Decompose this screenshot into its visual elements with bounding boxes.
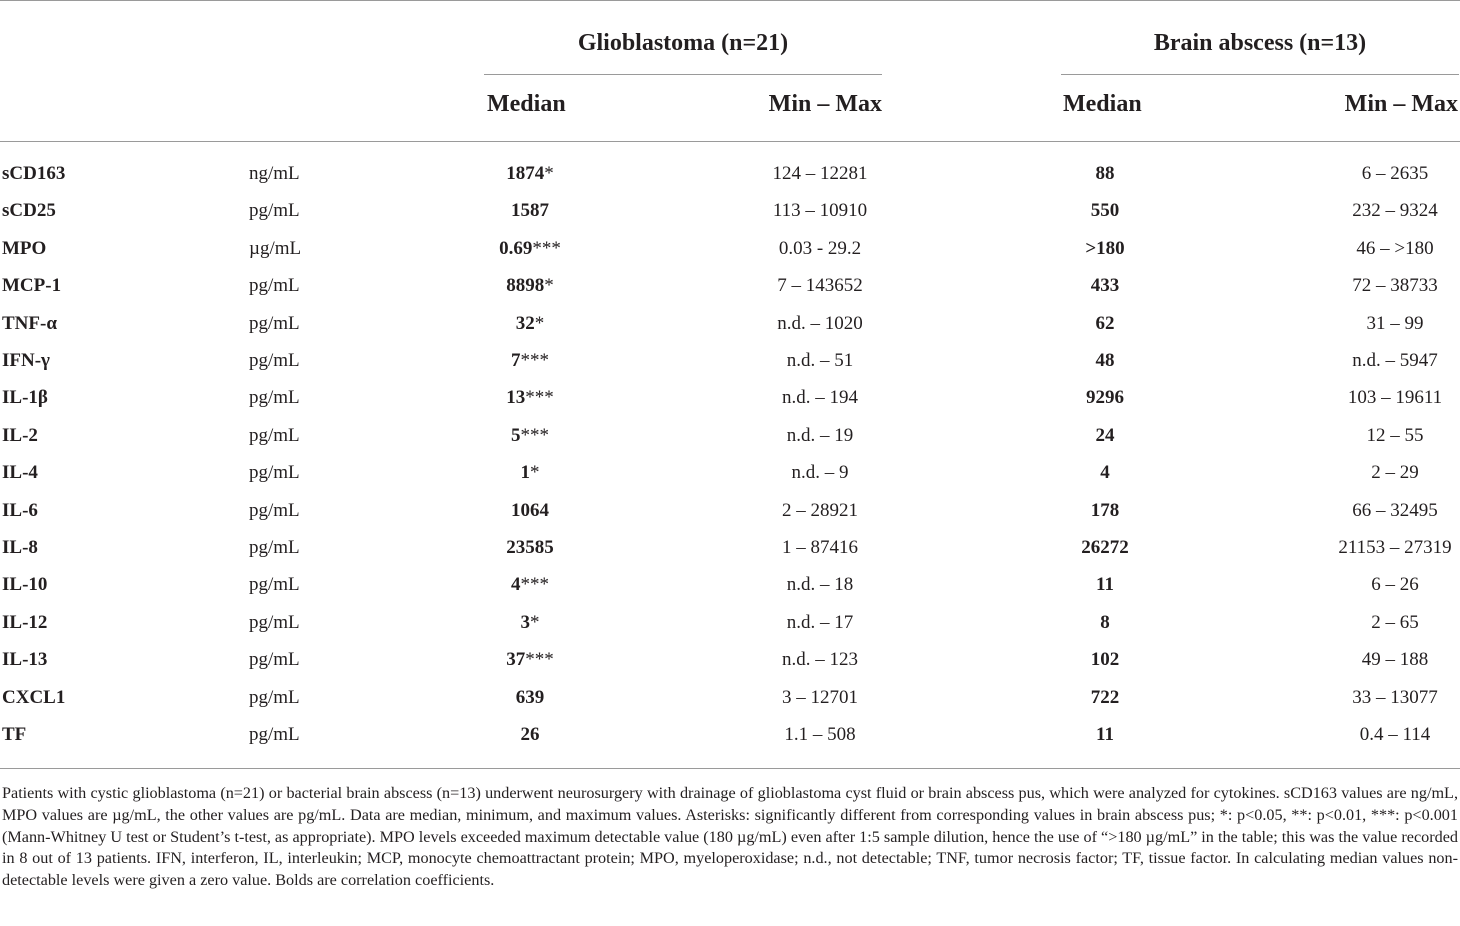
abscess-median: 4	[1100, 462, 1110, 484]
analyte-unit: pg/mL	[249, 275, 300, 297]
table-bottom-rule	[0, 768, 1460, 769]
abscess-median: 62	[1095, 312, 1115, 334]
analyte-name: IL-12	[2, 611, 48, 633]
col-header-abscess-range: Min – Max	[1344, 91, 1458, 117]
table-row	[0, 238, 1460, 275]
abscess-median: 8	[1100, 611, 1110, 633]
analyte-name: TNF-α	[2, 312, 57, 334]
glio-median-cell	[470, 500, 590, 522]
abscess-range: 6 – 2635	[1361, 163, 1429, 184]
glio-range: 1.1 – 508	[784, 724, 856, 745]
analyte-name: IL-8	[2, 537, 38, 558]
glio-median-cell	[470, 313, 590, 335]
analyte-unit: ng/mL	[249, 163, 300, 184]
glio-median-value: 32	[515, 312, 535, 334]
table-row	[0, 537, 1460, 574]
table-top-rule	[0, 0, 1460, 1]
glio-median-cell	[470, 612, 590, 634]
glio-range: 1 – 87416	[782, 537, 858, 558]
significance-marker: ***	[525, 649, 554, 671]
glio-median-cell	[470, 649, 590, 671]
header-bottom-rule	[0, 141, 1460, 142]
abscess-median: 102	[1090, 649, 1120, 671]
glio-median-value: 37	[506, 649, 526, 671]
glio-median-cell	[470, 200, 590, 222]
abscess-median: 88	[1095, 163, 1115, 184]
glio-median-value: 0.69	[499, 237, 533, 259]
glio-range: 124 – 12281	[772, 163, 868, 184]
glio-range: 2 – 28921	[782, 499, 858, 521]
analyte-name: MCP-1	[2, 275, 62, 297]
table-row	[0, 387, 1460, 424]
abscess-range: 66 – 32495	[1352, 499, 1438, 521]
analyte-name: IL-1β	[2, 387, 48, 409]
analyte-name: TF	[2, 724, 27, 745]
abscess-range: 2 – 65	[1371, 611, 1419, 633]
table-row	[0, 163, 1460, 200]
abscess-median: 9296	[1086, 387, 1124, 409]
abscess-median: 722	[1090, 686, 1120, 708]
brain-abscess-underline	[1061, 74, 1459, 75]
analyte-name: IL-6	[2, 499, 38, 521]
analyte-unit: pg/mL	[249, 387, 300, 409]
table-row	[0, 649, 1460, 686]
analyte-name: IL-13	[2, 649, 48, 671]
glio-median-value: 1064	[511, 499, 549, 521]
glio-median-value: 26	[520, 724, 540, 745]
abscess-median: >180	[1085, 237, 1125, 259]
glio-median-value: 5	[511, 424, 521, 446]
analyte-unit: pg/mL	[249, 312, 300, 334]
table-row	[0, 350, 1460, 387]
abscess-median: 48	[1095, 350, 1115, 371]
glio-range: n.d. – 9	[791, 462, 849, 484]
significance-marker: ***	[520, 424, 549, 446]
glio-range: n.d. – 18	[786, 574, 854, 596]
abscess-range: 21153 – 27319	[1338, 537, 1452, 558]
abscess-range: 33 – 13077	[1352, 686, 1438, 708]
glio-median-value: 1	[520, 462, 530, 484]
abscess-median: 433	[1090, 275, 1120, 297]
glio-median-value: 639	[515, 686, 545, 708]
glio-median-value: 3	[520, 611, 530, 633]
analyte-unit: pg/mL	[249, 611, 300, 633]
table-row	[0, 500, 1460, 537]
col-header-glio-median: Median	[487, 91, 566, 117]
glio-median-cell	[470, 387, 590, 409]
glio-range: n.d. – 19	[786, 424, 854, 446]
analyte-unit: pg/mL	[249, 499, 300, 521]
col-header-abscess-median: Median	[1063, 91, 1142, 117]
abscess-range: 6 – 26	[1371, 574, 1419, 596]
table-row	[0, 200, 1460, 237]
abscess-median: 26272	[1081, 537, 1129, 558]
abscess-range: n.d. – 5947	[1352, 350, 1438, 371]
abscess-range: 2 – 29	[1371, 462, 1419, 484]
glio-median-value: 7	[511, 350, 521, 371]
glio-range: n.d. – 17	[786, 611, 854, 633]
header-brain-abscess: Brain abscess (n=13)	[1153, 30, 1367, 56]
glio-range: 3 – 12701	[782, 686, 858, 708]
table-row	[0, 724, 1460, 761]
glioblastoma-underline	[484, 74, 882, 75]
analyte-unit: pg/mL	[249, 574, 300, 596]
table-row	[0, 313, 1460, 350]
header-glioblastoma: Glioblastoma (n=21)	[577, 30, 789, 56]
abscess-median: 11	[1096, 724, 1114, 745]
abscess-median: 550	[1090, 200, 1120, 222]
analyte-unit: pg/mL	[249, 686, 300, 708]
glio-range: n.d. – 51	[786, 350, 854, 371]
analyte-unit: pg/mL	[249, 462, 300, 484]
significance-marker: ***	[532, 237, 561, 259]
table-row	[0, 612, 1460, 649]
glio-median-cell	[470, 275, 590, 297]
table-row	[0, 425, 1460, 462]
table-footnote: Patients with cystic glioblastoma (n=21) or bacterial brain abscess (n=13) underwent neurosurgery with drainage of glioblastoma cyst fluid or brain abscess pus, which were analyzed for cytokines. sCD163 values are ng/mL, MPO values are µg/mL, the other values are pg/mL. Data are median, minimum, and maximum values. Asterisks: significantly different from corresponding values in brain abscess pus; *: p<0.05, **: p<0.01, ***: p<0.001 (Mann-Whitney U test or Student’s t-test, as appropriate). MPO levels exceeded maximum detectable value (180 µg/mL) even after 1:5 sample dilution, hence the use of “>180 µg/mL” in the table; this was the value recorded in 8 out of 13 patients. IFN, interferon, IL, interleukin; MCP, monocyte chemoattractant protein; MPO, myeloperoxidase; n.d., not detectable; TNF, tumor necrosis factor; TF, tissue factor. In calculating median values non-detectable levels were given a zero value. Bolds are correlation coefficients.	[2, 784, 1458, 890]
glio-range: 113 – 10910	[772, 200, 868, 222]
glio-median-cell	[470, 724, 590, 746]
abscess-range: 49 – 188	[1361, 649, 1429, 671]
glio-median-cell	[470, 537, 590, 559]
analyte-name: sCD25	[2, 200, 56, 222]
table-row	[0, 275, 1460, 312]
table-row	[0, 687, 1460, 724]
significance-marker: ***	[520, 574, 549, 596]
analyte-unit: pg/mL	[249, 350, 300, 371]
analyte-name: IL-4	[2, 462, 38, 484]
abscess-median: 178	[1090, 499, 1120, 521]
glio-range: 7 – 143652	[777, 275, 863, 297]
glio-range: 0.03 - 29.2	[778, 237, 862, 259]
analyte-name: IL-10	[2, 574, 48, 596]
abscess-range: 103 – 19611	[1347, 387, 1443, 409]
abscess-range: 12 – 55	[1366, 424, 1424, 446]
analyte-unit: pg/mL	[249, 649, 300, 671]
glio-median-value: 23585	[506, 537, 554, 558]
abscess-median: 24	[1095, 424, 1115, 446]
analyte-unit: pg/mL	[249, 537, 300, 558]
significance-marker: *	[534, 312, 545, 334]
analyte-name: MPO	[2, 237, 47, 259]
glio-median-value: 13	[506, 387, 526, 409]
glio-median-value: 4	[511, 574, 521, 596]
analyte-name: sCD163	[2, 163, 66, 184]
glio-range: n.d. – 123	[782, 649, 858, 671]
analyte-name: CXCL1	[2, 686, 66, 708]
abscess-range: 232 – 9324	[1352, 200, 1438, 222]
abscess-range: 46 – >180	[1356, 237, 1434, 259]
glio-median-cell	[470, 163, 590, 185]
significance-marker: *	[530, 462, 540, 484]
table-row	[0, 574, 1460, 611]
significance-marker: ***	[520, 350, 549, 371]
col-header-glio-range: Min – Max	[768, 91, 882, 117]
glio-median-value: 1587	[511, 200, 549, 222]
abscess-median: 11	[1096, 574, 1114, 596]
significance-marker: *	[530, 611, 540, 633]
analyte-name: IFN-γ	[2, 350, 50, 371]
glio-median-cell	[470, 425, 590, 447]
significance-marker: *	[544, 275, 554, 297]
significance-marker: ***	[525, 387, 554, 409]
analyte-unit: pg/mL	[249, 200, 300, 222]
abscess-range: 72 – 38733	[1352, 275, 1438, 297]
analyte-unit: pg/mL	[249, 424, 300, 446]
table-row	[0, 462, 1460, 499]
glio-median-cell	[470, 574, 590, 596]
abscess-range: 31 – 99	[1366, 312, 1424, 334]
significance-marker: *	[544, 163, 554, 184]
glio-median-cell	[470, 350, 590, 372]
glio-range: n.d. – 1020	[777, 312, 863, 334]
analyte-unit: µg/mL	[249, 237, 302, 259]
glio-median-cell	[470, 462, 590, 484]
analyte-name: IL-2	[2, 424, 38, 446]
abscess-range: 0.4 – 114	[1359, 724, 1431, 745]
glio-median-cell	[470, 687, 590, 709]
glio-range: n.d. – 194	[782, 387, 858, 409]
analyte-unit: pg/mL	[249, 724, 300, 745]
glio-median-cell	[470, 238, 590, 260]
glio-median-value: 8898	[506, 275, 545, 297]
glio-median-value: 1874	[506, 163, 545, 184]
